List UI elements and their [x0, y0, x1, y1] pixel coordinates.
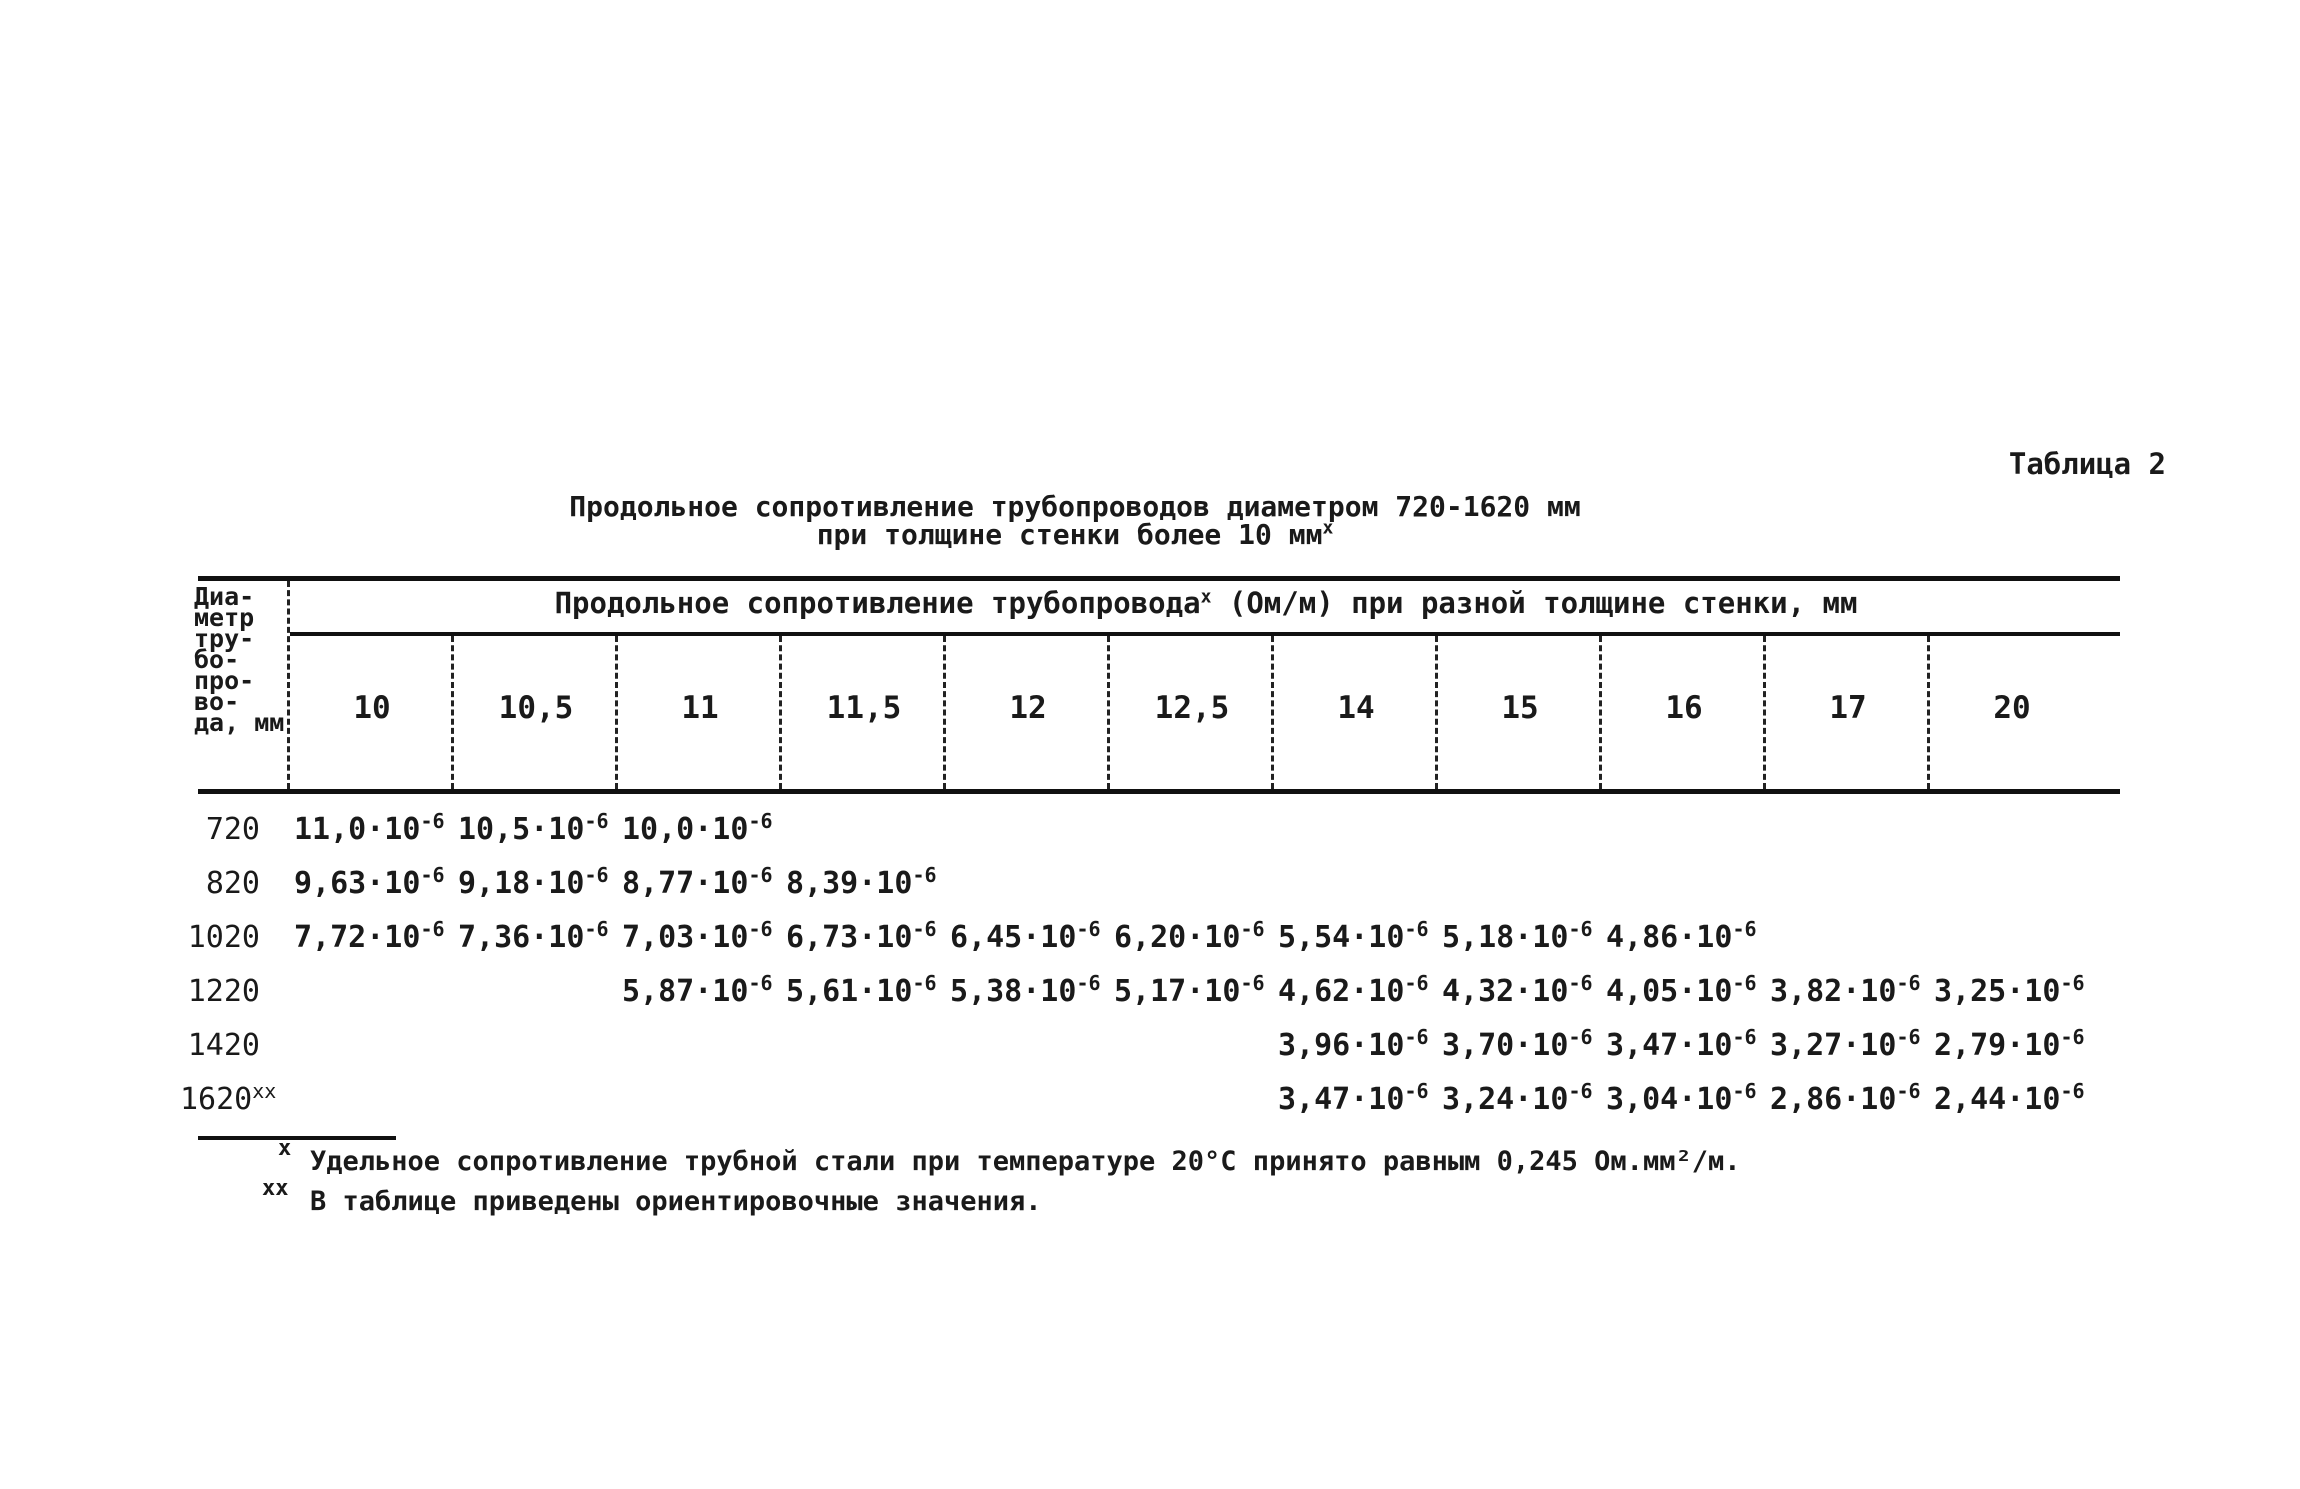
resistance-header [292, 586, 2120, 620]
table-label: Таблица 2 [2008, 447, 2166, 481]
table-top-rule [198, 576, 2120, 581]
row-diameter: 1220 [187, 974, 260, 1009]
resistance-cell: $5,87\cdot 10^{-6}$ [622, 971, 773, 1009]
thickness-header: 11 [681, 690, 719, 726]
resistance-cell: $5,54\cdot 10^{-6}$ [1278, 917, 1429, 955]
resistance-cell: $6,73\cdot 10^{-6}$ [786, 917, 937, 955]
row-diameter: 1020 [187, 920, 260, 955]
resistance-cell: $5,17\cdot 10^{-6}$ [1114, 971, 1265, 1009]
row-footnote-mark: xx [252, 1079, 277, 1103]
resistance-cell: $4,05\cdot 10^{-6}$ [1606, 971, 1757, 1009]
resistance-cell: $3,04\cdot 10^{-6}$ [1606, 1079, 1757, 1117]
resistance-header-tail: (Ом/м) при разной толщине стенки, мм [1228, 586, 1858, 620]
resistance-cell: $4,86\cdot 10^{-6}$ [1606, 917, 1757, 955]
resistance-cell: $4,62\cdot 10^{-6}$ [1278, 971, 1429, 1009]
resistance-cell: $6,20\cdot 10^{-6}$ [1114, 917, 1265, 955]
diameter-column-separator [287, 581, 290, 789]
resistance-cell: $10,0\cdot 10^{-6}$ [622, 809, 773, 847]
thickness-header: 11,5 [826, 690, 902, 726]
resistance-cell: $2,44\cdot 10^{-6}$ [1934, 1079, 2085, 1117]
resistance-cell: $6,45\cdot 10^{-6}$ [950, 917, 1101, 955]
table-title-line-1: Продольное сопротивление трубопроводов диаметром 720-1620 мм [569, 490, 1581, 523]
resistance-cell: $8,39\cdot 10^{-6}$ [786, 863, 937, 901]
table-title-line-2 [0, 518, 2150, 551]
resistance-cell: $3,70\cdot 10^{-6}$ [1442, 1025, 1593, 1063]
footnote-rule [198, 1136, 396, 1140]
footnote-2-mark: xx [262, 1176, 289, 1201]
resistance-cell: $3,82\cdot 10^{-6}$ [1770, 971, 1921, 1009]
resistance-cell: $3,96\cdot 10^{-6}$ [1278, 1025, 1429, 1063]
resistance-cell: $3,47\cdot 10^{-6}$ [1278, 1079, 1429, 1117]
resistance-cell: $7,72\cdot 10^{-6}$ [294, 917, 445, 955]
thickness-header: 10,5 [498, 690, 574, 726]
header-sub-rule [290, 632, 2120, 636]
header-bottom-rule [198, 789, 2120, 794]
resistance-header-mark: x [1200, 586, 1212, 608]
thickness-header: 14 [1337, 690, 1375, 726]
resistance-cell: $3,27\cdot 10^{-6}$ [1770, 1025, 1921, 1063]
resistance-cell: $5,38\cdot 10^{-6}$ [950, 971, 1101, 1009]
thickness-header: 15 [1501, 690, 1539, 726]
resistance-cell: $8,77\cdot 10^{-6}$ [622, 863, 773, 901]
row-diameter: 1620$^{xx}$ [180, 1079, 277, 1117]
thickness-header: 10 [353, 690, 391, 726]
footnote-2: В таблице приведены ориентировочные значения. [310, 1186, 1042, 1217]
thickness-header: 16 [1665, 690, 1703, 726]
resistance-cell: $11,0\cdot 10^{-6}$ [294, 809, 445, 847]
resistance-cell: $2,86\cdot 10^{-6}$ [1770, 1079, 1921, 1117]
resistance-header-text: Продольное сопротивление трубопровода [554, 586, 1201, 620]
thickness-header: 12,5 [1154, 690, 1230, 726]
diameter-header: Диа- метр тру- бо- про- во- да, мм [194, 582, 285, 737]
resistance-cell: $7,36\cdot 10^{-6}$ [458, 917, 609, 955]
resistance-cell: $5,61\cdot 10^{-6}$ [786, 971, 937, 1009]
thickness-header: 12 [1009, 690, 1047, 726]
resistance-cell: $5,18\cdot 10^{-6}$ [1442, 917, 1593, 955]
row-diameter: 1420 [187, 1028, 260, 1063]
row-diameter: 720 [205, 812, 260, 847]
title-footnote-mark: x [1322, 517, 1334, 539]
resistance-cell: $3,47\cdot 10^{-6}$ [1606, 1025, 1757, 1063]
row-diameter: 820 [205, 866, 260, 901]
thickness-header: 17 [1829, 690, 1867, 726]
resistance-cell: $3,25\cdot 10^{-6}$ [1934, 971, 2085, 1009]
resistance-cell: $9,63\cdot 10^{-6}$ [294, 863, 445, 901]
resistance-cell: $4,32\cdot 10^{-6}$ [1442, 971, 1593, 1009]
thickness-header: 20 [1993, 690, 2031, 726]
resistance-cell: $10,5\cdot 10^{-6}$ [458, 809, 609, 847]
resistance-cell: $9,18\cdot 10^{-6}$ [458, 863, 609, 901]
footnote-1: Удельное сопротивление трубной стали при температуре 20°С принято равным 0,245 Ом.мм²/м. [310, 1146, 1741, 1177]
table-title-line-2-text: при толщине стенки более 10 мм [816, 518, 1323, 551]
resistance-cell: $7,03\cdot 10^{-6}$ [622, 917, 773, 955]
resistance-cell: $3,24\cdot 10^{-6}$ [1442, 1079, 1593, 1117]
footnote-1-mark: x [278, 1136, 292, 1161]
resistance-cell: $2,79\cdot 10^{-6}$ [1934, 1025, 2085, 1063]
